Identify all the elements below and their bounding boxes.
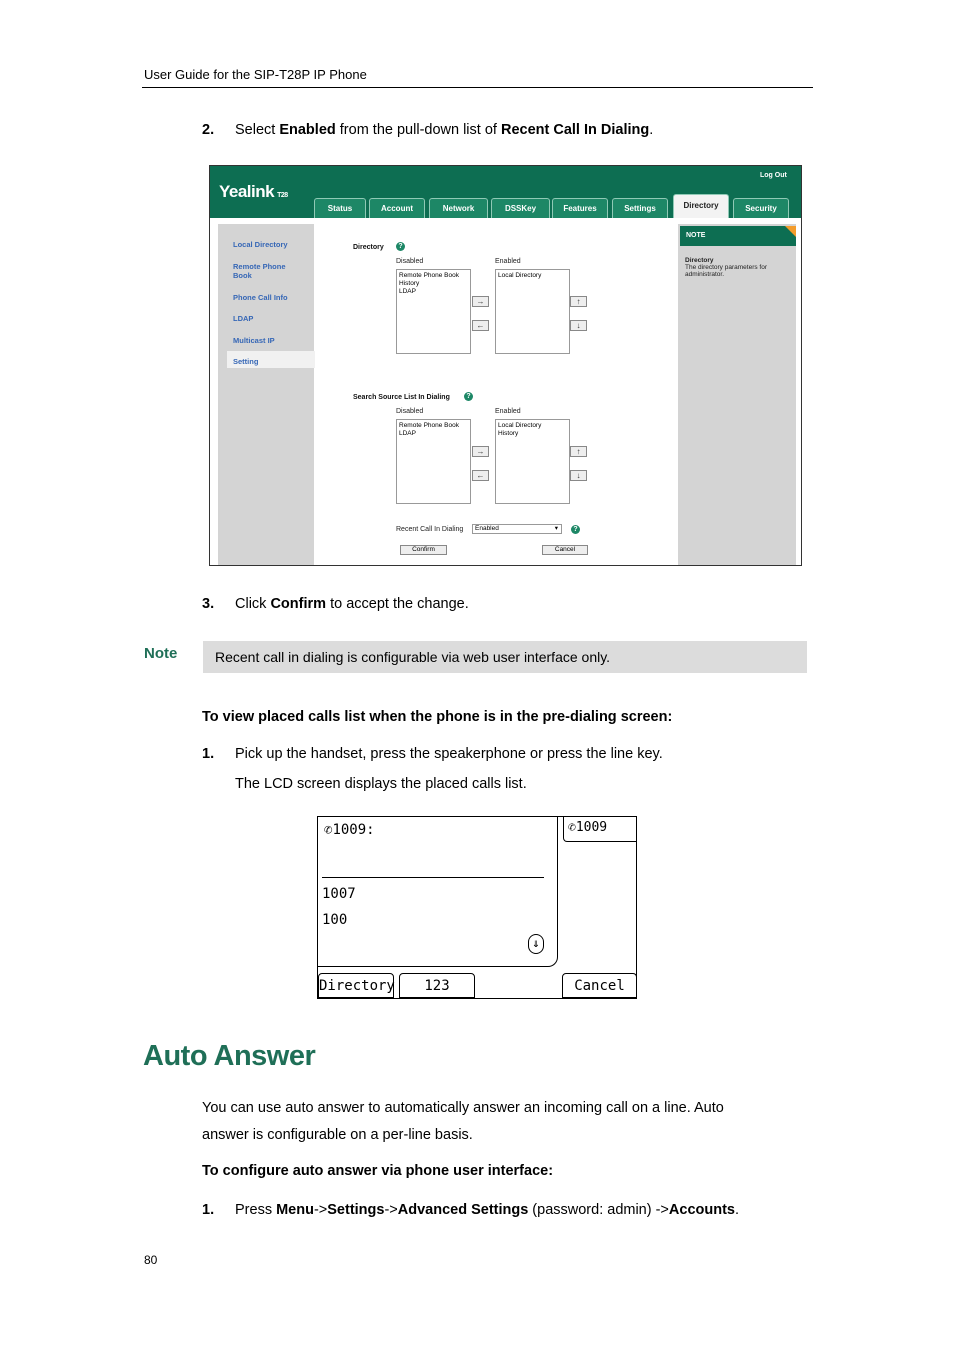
step-subtext: The LCD screen displays the placed calls list. (235, 776, 527, 792)
header-rule (142, 87, 813, 88)
list-item[interactable]: History (399, 280, 420, 287)
tab-security[interactable]: Security (733, 198, 789, 218)
note-text: Recent call in dialing is configurable via web user interface only. (215, 649, 611, 665)
sidebar-item-setting[interactable]: Setting (233, 357, 259, 366)
intro-line-2: answer is configurable on a per-line basis. (202, 1127, 473, 1143)
page-number: 80 (144, 1253, 158, 1267)
enabled-label: Enabled (495, 258, 521, 265)
lcd-call-entry: 100 (322, 912, 348, 928)
move-down-button[interactable]: ↓ (570, 320, 587, 331)
list-item[interactable]: Local Directory (498, 272, 542, 279)
lcd-divider (322, 877, 544, 878)
tab-settings[interactable]: Settings (612, 198, 668, 218)
recent-call-label: Recent Call In Dialing (396, 526, 464, 533)
lcd-call-entry: 1007 (322, 886, 356, 902)
sidebar-item-remote-phone-book[interactable]: Remote Phone Book (233, 262, 286, 280)
logout-link[interactable]: Log Out (760, 172, 787, 179)
intro-line-1: You can use auto answer to automatically answer an incoming call on a line. Auto (202, 1100, 724, 1116)
web-ui-screenshot (209, 165, 802, 566)
cancel-button[interactable]: Cancel (542, 545, 588, 555)
note-corner-flag (785, 226, 796, 237)
help-icon[interactable]: ? (464, 392, 473, 401)
chevron-down-icon: ▾ (554, 525, 558, 532)
tab-status[interactable]: Status (314, 198, 366, 218)
note-label: Note (144, 645, 178, 662)
list-item[interactable]: History (498, 430, 519, 437)
yealink-logo: Yealink T28 (219, 182, 288, 201)
step-number: 1. (202, 1202, 215, 1218)
step-text: Pick up the handset, press the speakerphone or press the line key. (235, 746, 663, 762)
list-item[interactable]: Remote Phone Book (399, 272, 459, 279)
directory-title: Directory (353, 244, 384, 251)
directory-enabled-list[interactable] (495, 269, 570, 354)
move-down-button[interactable]: ↓ (570, 470, 587, 481)
tab-features[interactable]: Features (552, 198, 608, 218)
sidebar-item-ldap[interactable]: LDAP (233, 314, 254, 323)
lcd-screen (317, 816, 637, 999)
search-source-title: Search Source List In Dialing (353, 394, 450, 401)
list-item[interactable]: Local Directory (498, 422, 542, 429)
list-item[interactable]: LDAP (399, 430, 416, 437)
move-up-button[interactable]: ↑ (570, 446, 587, 457)
sidebar-item-local-directory[interactable]: Local Directory (233, 240, 288, 249)
sidebar-item-phone-call-info[interactable]: Phone Call Info (233, 293, 288, 302)
help-icon[interactable]: ? (396, 242, 405, 251)
step-number: 3. (202, 596, 215, 612)
phone-icon: ✆ (568, 820, 576, 835)
list-item[interactable]: LDAP (399, 288, 416, 295)
softkey-123[interactable]: 123 (399, 973, 475, 998)
softkey-directory[interactable]: Directory (318, 973, 394, 998)
note-panel-text: Directory The directory parameters for administrator. (685, 257, 768, 278)
note-box (203, 641, 807, 673)
tab-dsskey[interactable]: DSSKey (491, 198, 550, 218)
move-left-button[interactable]: ← (472, 320, 489, 331)
list-item[interactable]: Remote Phone Book (399, 422, 459, 429)
step-number: 1. (202, 746, 215, 762)
confirm-button[interactable]: Confirm (400, 545, 447, 555)
step-text: Press Menu->Settings->Advanced Settings (password: admin) ->Accounts. (235, 1202, 740, 1218)
step-text: Click Confirm to accept the change. (235, 596, 469, 612)
step-text: Select Enabled from the pull-down list of Recent Call In Dialing. (235, 122, 654, 138)
running-header: User Guide for the SIP-T28P IP Phone (144, 67, 367, 82)
move-right-button[interactable]: → (472, 296, 489, 307)
scroll-down-icon: ⇓ (528, 934, 544, 954)
disabled-label: Disabled (396, 408, 424, 415)
recent-call-select[interactable]: Enabled ▾ (472, 524, 562, 534)
view-heading: To view placed calls list when the phone is in the pre-dialing screen: (202, 709, 673, 725)
note-panel-title: NOTE (680, 226, 796, 246)
search-enabled-list[interactable] (495, 419, 570, 504)
enabled-label: Enabled (495, 408, 521, 415)
config-heading: To configure auto answer via phone user interface: (202, 1163, 554, 1179)
phone-icon: ✆ (324, 822, 333, 838)
move-up-button[interactable]: ↑ (570, 296, 587, 307)
tab-directory[interactable]: Directory (673, 194, 729, 218)
directory-disabled-list[interactable] (396, 269, 471, 354)
tab-network[interactable]: Network (429, 198, 488, 218)
step-number: 2. (202, 122, 215, 138)
disabled-label: Disabled (396, 258, 424, 265)
move-left-button[interactable]: ← (472, 470, 489, 481)
section-title: Auto Answer (143, 1040, 316, 1072)
search-disabled-list[interactable] (396, 419, 471, 504)
lcd-dial-line: ✆1009: (324, 822, 375, 838)
tab-account[interactable]: Account (369, 198, 425, 218)
move-right-button[interactable]: → (472, 446, 489, 457)
help-icon[interactable]: ? (571, 525, 580, 534)
lcd-account-key: ✆1009 (563, 817, 637, 842)
softkey-cancel[interactable]: Cancel (562, 973, 637, 998)
sidebar-item-multicast-ip[interactable]: Multicast IP (233, 336, 275, 345)
